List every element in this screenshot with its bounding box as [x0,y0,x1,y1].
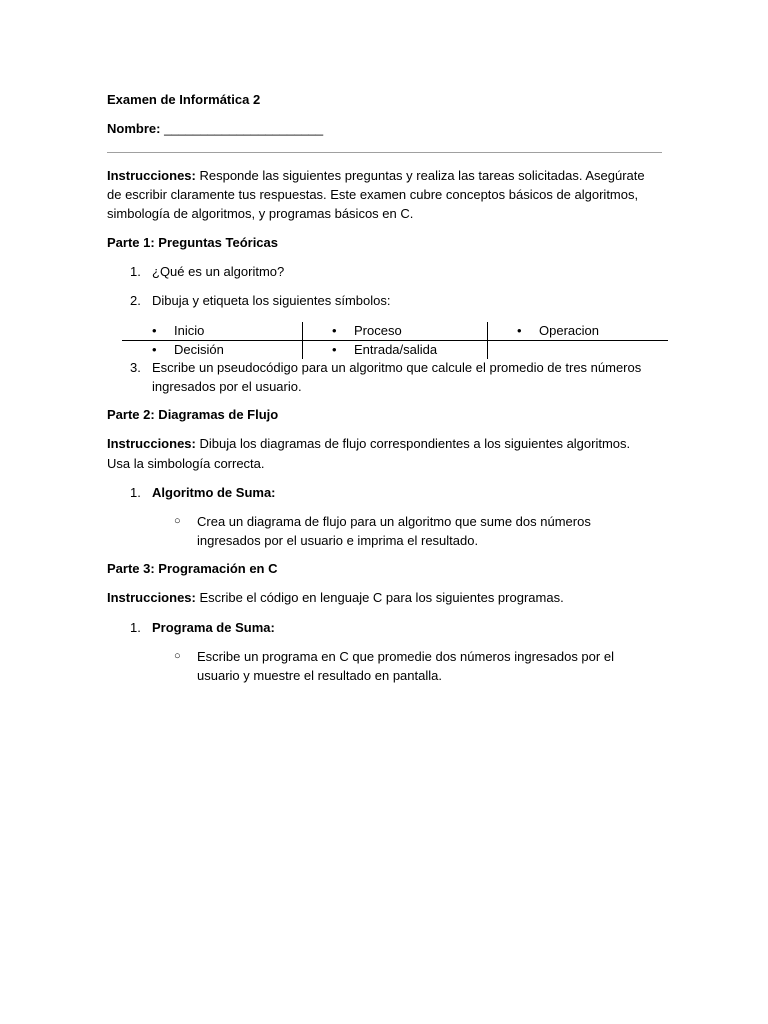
q3-number: 3. [130,360,141,375]
name-label: Nombre: [107,121,161,136]
part2-instructions-line-1 [107,434,630,453]
part3-instructions-label: Instrucciones: [107,590,196,605]
bullet: • [332,342,337,357]
name-line [107,119,323,138]
sub-bullet: ○ [174,650,181,662]
horizontal-divider [107,152,662,153]
exam-title: Examen de Informática 2 [107,92,261,107]
name-blank: ______________________ [164,121,324,136]
bullet: • [517,323,522,338]
sub-bullet: ○ [174,515,181,527]
q2-number: 2. [130,293,141,308]
part2-sub-text-2: ingresados por el usuario e imprima el resultado. [197,533,479,548]
instructions-line-3: simbología de algoritmos, y programas básicos en C. [107,206,414,221]
part3-heading: Parte 3: Programación en C [107,561,278,576]
part3-instructions [107,588,564,607]
part3-instructions-text: Escribe el código en lenguaje C para los siguientes programas. [195,590,564,605]
instructions-label: Instrucciones: [107,168,196,183]
part3-item-number: 1. [130,620,141,635]
part2-instructions-line-2: Usa la simbología correcta. [107,456,265,471]
part2-instructions-text-1: Dibuja los diagramas de flujo correspondientes a los siguientes algoritmos. [195,436,631,451]
instructions-line-2: de escribir claramente tus respuestas. Este examen cubre conceptos básicos de algoritmos, [107,187,639,202]
q2-text: Dibuja y etiqueta los siguientes símbolos: [152,293,391,308]
q1-text: ¿Qué es un algoritmo? [152,264,285,279]
part3-sub-text-1: Escribe un programa en C que promedie dos números ingresados por el [197,649,614,664]
symbol-proceso: Proceso [354,323,402,338]
symbol-entrada-salida: Entrada/salida [354,342,438,357]
part3-sub-text-2: usuario y muestre el resultado en pantalla. [197,668,442,683]
part2-instructions-label: Instrucciones: [107,436,196,451]
symbol-operacion: Operacion [539,323,599,338]
symbol-decision: Decisión [174,342,224,357]
part2-item-number: 1. [130,485,141,500]
part1-heading: Parte 1: Preguntas Teóricas [107,235,278,250]
q3-text-1: Escribe un pseudocódigo para un algoritmo que calcule el promedio de tres números [152,360,642,375]
q1-number: 1. [130,264,141,279]
part3-item-title: Programa de Suma: [152,620,275,635]
part2-item-title: Algoritmo de Suma: [152,485,276,500]
instructions-line-1 [107,166,645,185]
part2-sub-text-1: Crea un diagrama de flujo para un algoritmo que sume dos números [197,514,591,529]
bullet: • [332,323,337,338]
symbol-inicio: Inicio [174,323,205,338]
bullet: • [152,342,157,357]
instructions-text-1: Responde las siguientes preguntas y realiza las tareas solicitadas. Asegúrate [195,168,645,183]
part2-heading: Parte 2: Diagramas de Flujo [107,407,279,422]
bullet: • [152,323,157,338]
q3-text-2: ingresados por el usuario. [152,379,302,394]
